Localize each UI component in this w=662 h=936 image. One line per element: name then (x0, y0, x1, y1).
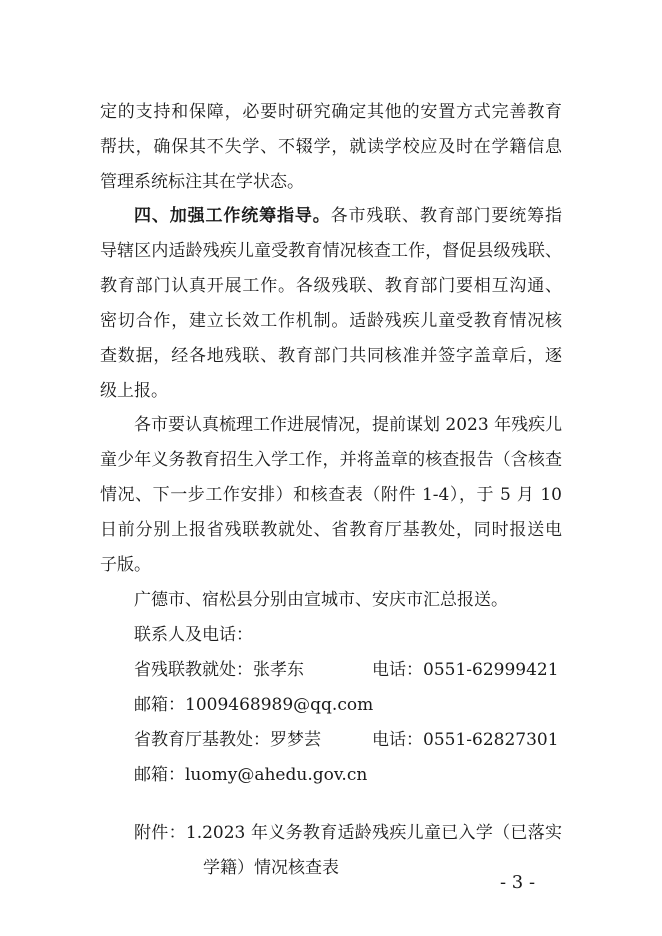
contact1-email: 邮箱：1009468989@qq.com (134, 695, 374, 715)
para2-line-6: 级上报。 (100, 381, 168, 401)
page-number: - 3 - (500, 872, 536, 893)
contact2-phone: 电话：0551-62827301 (372, 730, 559, 750)
para2-line-4: 密切合作，建立长效工作机制。适龄残疾儿童受教育情况核 (100, 311, 562, 331)
contact1-phone: 电话：0551-62999421 (372, 660, 559, 680)
para3-line-1: 各市要认真梳理工作进展情况，提前谋划 2023 年残疾儿 (134, 415, 563, 435)
contact2-email: 邮箱：luomy@ahedu.gov.cn (134, 765, 368, 785)
attachment-line-2: 学籍）情况核查表 (203, 858, 339, 878)
para1-line-3: 管理系统标注其在学状态。 (100, 172, 304, 192)
para1-line-2: 帮扶，确保其不失学、不辍学，就读学校应及时在学籍信息 (100, 137, 562, 157)
contacts-title: 联系人及电话： (134, 625, 253, 645)
para3-line-3: 情况、下一步工作安排）和核查表（附件 1-4），于 5 月 10 (100, 485, 562, 505)
para3-line-5: 子版。 (100, 555, 151, 575)
para2-line-1 (134, 205, 562, 227)
para4-line: 广德市、宿松县分别由宣城市、安庆市汇总报送。 (134, 590, 508, 610)
para2-line-5: 查数据，经各地残联、教育部门共同核准并签字盖章后，逐 (100, 346, 562, 366)
para2-first-rest: 各市残联、教育部门要统筹指 (330, 206, 563, 226)
attachment-line-1: 附件：1.2023 年义务教育适龄残疾儿童已入学（已落实 (134, 823, 562, 843)
para2-line-2: 导辖区内适龄残疾儿童受教育情况核查工作，督促县级残联、 (100, 241, 562, 261)
contact2-org: 省教育厅基教处：罗梦芸 (134, 730, 321, 750)
section-heading: 四、加强工作统筹指导。 (134, 206, 331, 226)
para3-line-2: 童少年义务教育招生入学工作，并将盖章的核查报告（含核查 (100, 450, 562, 470)
para1-line-1: 定的支持和保障，必要时研究确定其他的安置方式完善教育 (100, 102, 562, 122)
para3-line-4: 日前分别上报省残联教就处、省教育厅基教处，同时报送电 (100, 520, 562, 540)
para2-line-3: 教育部门认真开展工作。各级残联、教育部门要相互沟通、 (100, 276, 562, 296)
contact1-org: 省残联教就处：张孝东 (134, 660, 304, 680)
